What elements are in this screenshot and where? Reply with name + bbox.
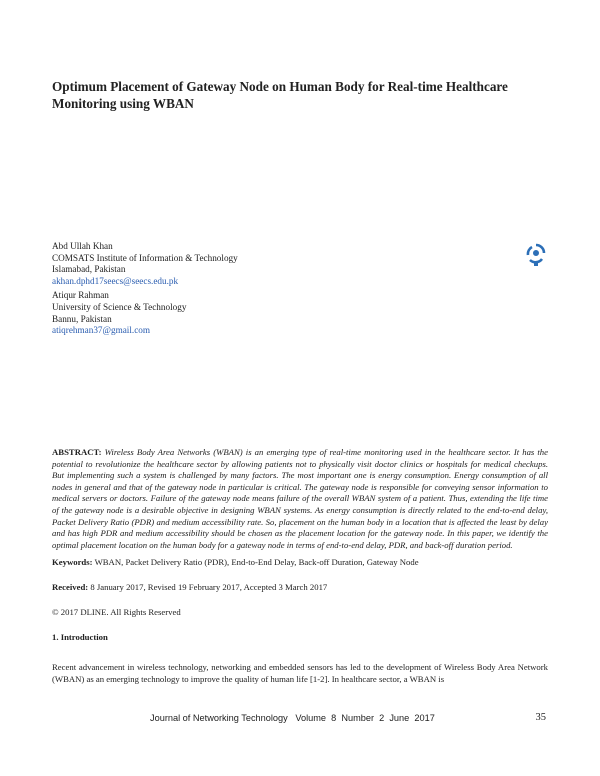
author-email-link[interactable]: atiqrehman37@gmail.com: [52, 325, 151, 336]
copyright: © 2017 DLINE. All Rights Reserved: [52, 607, 181, 617]
author-block: [52, 241, 352, 337]
keywords-label: Keywords:: [52, 557, 93, 567]
author-name: Atiqur Rahman: [52, 290, 109, 301]
page-number: 35: [535, 712, 546, 723]
paper-title: Optimum Placement of Gateway Node on Human Body for Real-time Healthcare Monitoring using WBAN: [52, 79, 508, 111]
author-location: Bannu, Pakistan: [52, 313, 112, 324]
abstract-label: ABSTRACT:: [52, 447, 102, 457]
received-dates: [52, 582, 548, 594]
author-email-link[interactable]: akhan.dphd17seecs@seecs.edu.pk: [52, 275, 179, 286]
abstract-text: Wireless Body Area Networks (WBAN) is an emerging type of real-time monitoring used in the healthcare sector. It has the potential to revolutionize the healthcare sector by allowing patients not to physically visit doctor clinics or hospitals for medical checkups. But implementing such a system is challenged by many factors. The most important one is energy consumption. Energy consumption of all nodes in general and that of the gateway node in particular is critical. The gateway node is responsible for conveying sensor information to medical servers or doctors. Failure of the gateway node means failure of the overall WBAN system of a patient. Thus, extending the life time of the gateway node is a desirable objective in designing WBAN systems. As energy consumption is directly related to the end-to-end delay, Packet Delivery Ratio (PDR) and medium accessibility rate. So, placement on the human body in a location that is affected the least by delay and has high PDR and medium accessibility should be chosen as the placement location for the gateway node. In this paper, we identify the optimal placement location on the human body for a gateway node in terms of end-to-end delay, PDR, and back-off duration period.: [52, 447, 549, 550]
received-text: 8 January 2017, Revised 19 February 2017, Accepted 3 March 2017: [90, 582, 328, 592]
keywords-text: WBAN, Packet Delivery Ratio (PDR), End-to-End Delay, Back-off Duration, Gateway Node: [94, 557, 419, 567]
intro-paragraph: Recent advancement in wireless technology, networking and embedded sensors has led to the development of Wireless Body Area Network (WBAN) as an emerging technology to improve the quality of human life [1-2]. In healthcare sector, a WBAN is: [52, 662, 548, 684]
author-location: Islamabad, Pakistan: [52, 264, 126, 275]
author-affiliation: COMSATS Institute of Information & Technology: [52, 252, 238, 263]
footer-journal: Journal of Networking Technology Volume 8 Number 2 June 2017: [150, 713, 435, 723]
section-heading: 1. Introduction: [52, 632, 108, 642]
abstract: [52, 447, 548, 551]
author-2: [52, 290, 352, 336]
author-1: [52, 241, 352, 287]
author-name: Abd Ullah Khan: [52, 241, 113, 251]
author-affiliation: University of Science & Technology: [52, 301, 187, 312]
received-label: Received:: [52, 582, 89, 592]
journal-logo-icon: [525, 242, 547, 268]
keywords: [52, 557, 548, 569]
